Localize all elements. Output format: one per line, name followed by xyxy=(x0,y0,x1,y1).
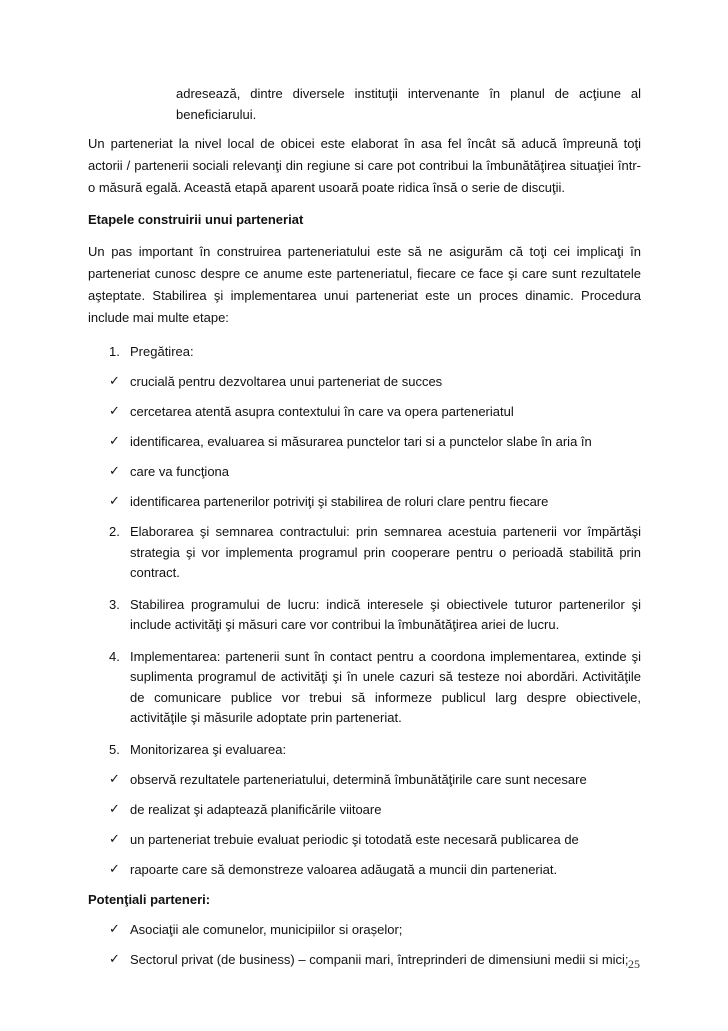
bullet-text: observă rezultatele parteneriatului, determină îmbunătăţirile care sunt necesare xyxy=(130,772,587,787)
bullet-text: cercetarea atentă asupra contextului în care va opera parteneriatul xyxy=(130,403,514,419)
bullet-item xyxy=(88,462,641,483)
bullet-text: Sectorul privat (de business) – companii mari, întreprinderi de dimensiuni medii si mici; xyxy=(130,952,629,967)
step-text: Monitorizarea şi evaluarea: xyxy=(130,741,287,757)
bullet-text: care va funcţiona xyxy=(130,463,230,479)
step-3 xyxy=(88,595,641,636)
step-number: 3. xyxy=(109,596,120,612)
bullet-text: crucială pentru dezvoltarea unui parteneriat de succes xyxy=(130,373,443,389)
bullet-item xyxy=(88,770,641,791)
step-number: 1. xyxy=(109,344,120,359)
step-number: 4. xyxy=(109,648,120,664)
step-text: Implementarea: partenerii sunt în contact pentru a coordona implementarea, extinde şi suplimenta programul de activităţi şi în unele cazuri să testeze noi abordări. Activităţile de comunicare publice vor trebui să informeze publicul larg despre obiectivele, activităţile şi măsurile adoptate prin parteneriat. xyxy=(130,648,641,725)
bullet-text: rapoarte care să demonstreze valoarea adăugată a muncii din parteneriat. xyxy=(130,862,558,877)
heading-etapele: Etapele construirii unui parteneriat xyxy=(88,212,304,227)
checkmark-icon: ✓ xyxy=(109,373,120,389)
bullet-item xyxy=(88,950,641,971)
checkmark-icon: ✓ xyxy=(109,832,120,847)
intro-continuation: adresează, dintre diversele instituţii intervenante în planul de acţiune al beneficiarului. xyxy=(176,86,641,122)
step-number: 2. xyxy=(109,524,120,539)
checkmark-icon: ✓ xyxy=(109,862,120,877)
step-4 xyxy=(88,647,641,729)
checkmark-icon: ✓ xyxy=(109,921,120,937)
bullet-text: identificarea, evaluarea si măsurarea punctelor tari si a punctelor slabe în aria în xyxy=(130,433,592,449)
checkmark-icon: ✓ xyxy=(109,802,120,817)
heading-potentiali-parteneri: Potenţiali parteneri: xyxy=(88,891,211,907)
bullet-item xyxy=(88,920,641,941)
step-text: Stabilirea programului de lucru: indică interesele şi obiectivele tuturor partenerilor şi include activităţi şi măsuri care vor contribui la îmbunătăţirea ariei de lucru. xyxy=(130,596,641,632)
checkmark-icon: ✓ xyxy=(109,772,120,787)
step-text: Elaborarea şi semnarea contractului: prin semnarea acestuia partenerii vor împărtăşi strategia şi vor implementa programul prin cooperare pentru o perioadă stabilită prin contract. xyxy=(130,524,641,580)
document-page xyxy=(88,84,641,971)
bullet-text: un parteneriat trebuie evaluat periodic şi totodată este necesară publicarea de xyxy=(130,832,579,847)
bullet-item xyxy=(88,402,641,423)
bullet-text: de realizat şi adaptează planificările viitoare xyxy=(130,802,382,817)
bullet-item xyxy=(88,372,641,393)
paragraph-2: Un pas important în construirea parteneriatului este să ne asigurăm că toţi cei implicaţi în parteneriat cunosc despre ce anume este parteneriatul, fiecare ce face şi care sunt rezultatele aşteptate. Stabilirea şi implementarea unui parteneriat este un proces dinamic. Procedura include mai multe etape: xyxy=(88,244,641,325)
checkmark-icon: ✓ xyxy=(109,463,120,479)
step-1 xyxy=(88,342,641,363)
paragraph-1: Un parteneriat la nivel local de obicei este elaborat în asa fel încât să aducă împreună toţi actorii / partenerii sociali relevanţi din regiune si care pot contribui la îmbunătăţirea situaţiei într-o măsură egală. Această etapă aparent usoară poate ridica însă o serie de discuţii. xyxy=(88,136,641,195)
step-text: Pregătirea: xyxy=(130,344,194,359)
bullet-item xyxy=(88,800,641,821)
checkmark-icon: ✓ xyxy=(109,433,120,449)
step-number: 5. xyxy=(109,741,120,757)
checkmark-icon: ✓ xyxy=(109,952,120,967)
step-5 xyxy=(88,740,641,761)
bullet-item xyxy=(88,830,641,851)
bullet-item xyxy=(88,860,641,881)
bullet-item xyxy=(88,492,641,513)
checkmark-icon: ✓ xyxy=(109,493,120,509)
page-number: 25 xyxy=(628,957,640,971)
bullet-text: identificarea partenerilor potriviţi şi stabilirea de roluri clare pentru fiecare xyxy=(130,493,549,509)
step-2 xyxy=(88,522,641,584)
bullet-text: Asociaţii ale comunelor, municipiilor si orașelor; xyxy=(130,921,403,937)
checkmark-icon: ✓ xyxy=(109,403,120,419)
bullet-item xyxy=(88,432,641,453)
